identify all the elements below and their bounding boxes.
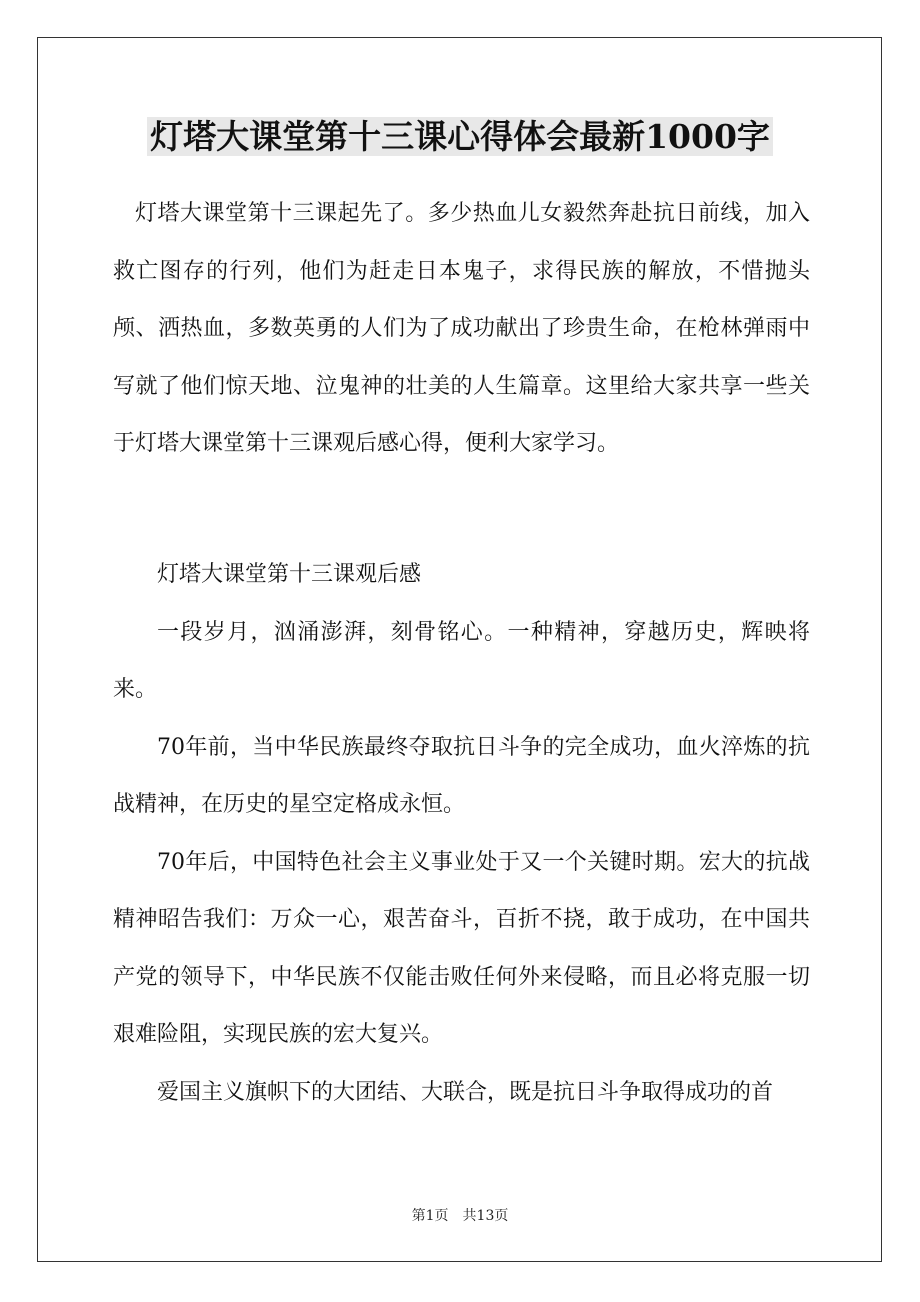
section-heading: 灯塔大课堂第十三课观后感 [157,562,422,587]
body-paragraph: 70年后，中国特色社会主义事业处于又一个关键时期。宏大的抗战精神昭告我们：万众一心，艰苦奋斗，百折不挠，敢于成功，在中国共产党的领导下，中华民族不仅能击败任何外来侵略，而且必将克服一切艰难险阻，实现民族的宏大复兴。 [113,849,810,1047]
intro-section [113,185,810,473]
intro-paragraph: 灯塔大课堂第十三课起先了。多少热血儿女毅然奔赴抗日前线，加入救亡图存的行列，他们为赶走日本鬼子，求得民族的解放，不惜抛头颅、洒热血，多数英勇的人们为了成功献出了珍贵生命，在枪林弹雨中写就了他们惊天地、泣鬼神的壮美的人生篇章。这里给大家共享一些关于灯塔大课堂第十三课观后感心得，便利大家学习。 [113,201,810,456]
document-title-text: 灯塔大课堂第十三课心得体会最新1000字 [147,117,773,156]
body-paragraph: 70年前，当中华民族最终夺取抗日斗争的完全成功，血火淬炼的抗战精神，在历史的星空定格成永恒。 [113,734,810,817]
document-title [0,112,920,162]
body-paragraph: 一段岁月，汹涌澎湃，刻骨铭心。一种精神，穿越历史，辉映将来。 [113,619,810,702]
body-paragraph: 爱国主义旗帜下的大团结、大联合，既是抗日斗争取得成功的首 [157,1079,774,1105]
page-number: 第1页 共13页 [411,1208,509,1224]
body-section [113,546,810,1121]
